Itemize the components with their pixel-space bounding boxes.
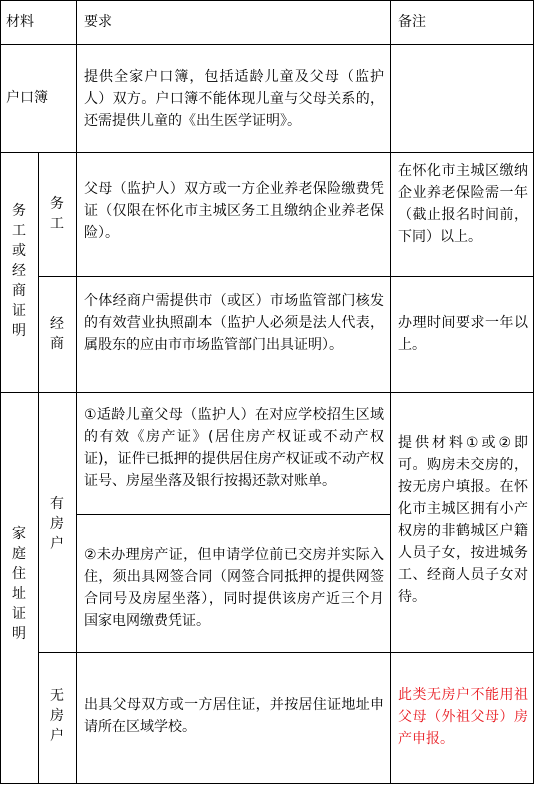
work-proof-label: 务工或经商证明 bbox=[12, 203, 26, 339]
jingshang-requirement: 个体经商户需提供市（或区）市场监管部门核发的有效营业执照副本（监护人必须是法人代表，属股东的应由市市场监管部门出具证明）。 bbox=[84, 293, 384, 353]
wugong-remark: 在怀化市主城区缴纳企业养老保险需一年（截止报名时间前，下同）以上。 bbox=[398, 163, 528, 245]
youfang-remark: 提供材料①或②即可。购房未交房的，按无房户填报。在怀化市主城区拥有小产权房的非鹤城区户籍人员子女，按进城务工、经商人员子女对待。 bbox=[398, 435, 528, 605]
col-divider-subcategory bbox=[38, 152, 39, 784]
header-material: 材料 bbox=[6, 14, 34, 30]
youfang-requirement-1: ①适龄儿童父母（监护人）在对应学校招生区域的有效《房产证》(居住房产权证或不动产权证)，证件已抵押的提供居住房产权证或不动产权证号、房屋坐落及银行按揭还款对账单。 bbox=[84, 407, 384, 489]
housing-proof-label: 家庭住址证明 bbox=[12, 526, 26, 642]
row-divider-wugong bbox=[38, 276, 534, 277]
table-border-bottom bbox=[0, 783, 534, 784]
header-requirement: 要求 bbox=[84, 14, 112, 30]
youfang-label: 有房户 bbox=[50, 496, 64, 552]
jingshang-label: 经商 bbox=[50, 316, 64, 352]
wufang-label: 无房户 bbox=[50, 688, 64, 744]
hukou-requirement: 提供全家户口簿，包括适龄儿童及父母（监护人）双方。户口簿不能体现儿童与父母关系的，还需提供儿童的《出生医学证明》。 bbox=[84, 69, 384, 129]
row-divider-work bbox=[0, 392, 534, 393]
jingshang-remark: 办理时间要求一年以上。 bbox=[398, 315, 528, 353]
row-divider-hukou bbox=[0, 152, 534, 153]
header-remark: 备注 bbox=[398, 14, 426, 30]
table-border-left bbox=[0, 0, 1, 784]
row-divider-youfang-split bbox=[76, 514, 390, 515]
youfang-requirement-2: ②未办理房产证，但申请学位前已交房并实际入住，须出具网签合同（网签合同抵押的提供网签合同号及房屋坐落），同时提供该房产近三个月国家电网缴费凭证。 bbox=[84, 547, 384, 629]
row-divider-header bbox=[0, 44, 534, 45]
row-divider-youfang bbox=[38, 652, 534, 653]
col-divider-remark bbox=[390, 0, 391, 784]
wugong-label: 务工 bbox=[50, 196, 64, 232]
wufang-requirement: 出具父母双方或一方居住证，并按居住证地址申请所在区域学校。 bbox=[84, 697, 384, 735]
wufang-remark-warning: 此类无房户不能用祖父母（外祖父母）房产申报。 bbox=[398, 687, 528, 747]
col-divider-requirement bbox=[76, 152, 77, 784]
table-border-top bbox=[0, 0, 534, 1]
hukou-label: 户口簿 bbox=[6, 90, 48, 106]
wugong-requirement: 父母（监护人）双方或一方企业养老保险缴费凭证（仅限在怀化市主城区务工且缴纳企业养老保险）。 bbox=[84, 181, 384, 241]
col-divider-material bbox=[76, 0, 77, 152]
